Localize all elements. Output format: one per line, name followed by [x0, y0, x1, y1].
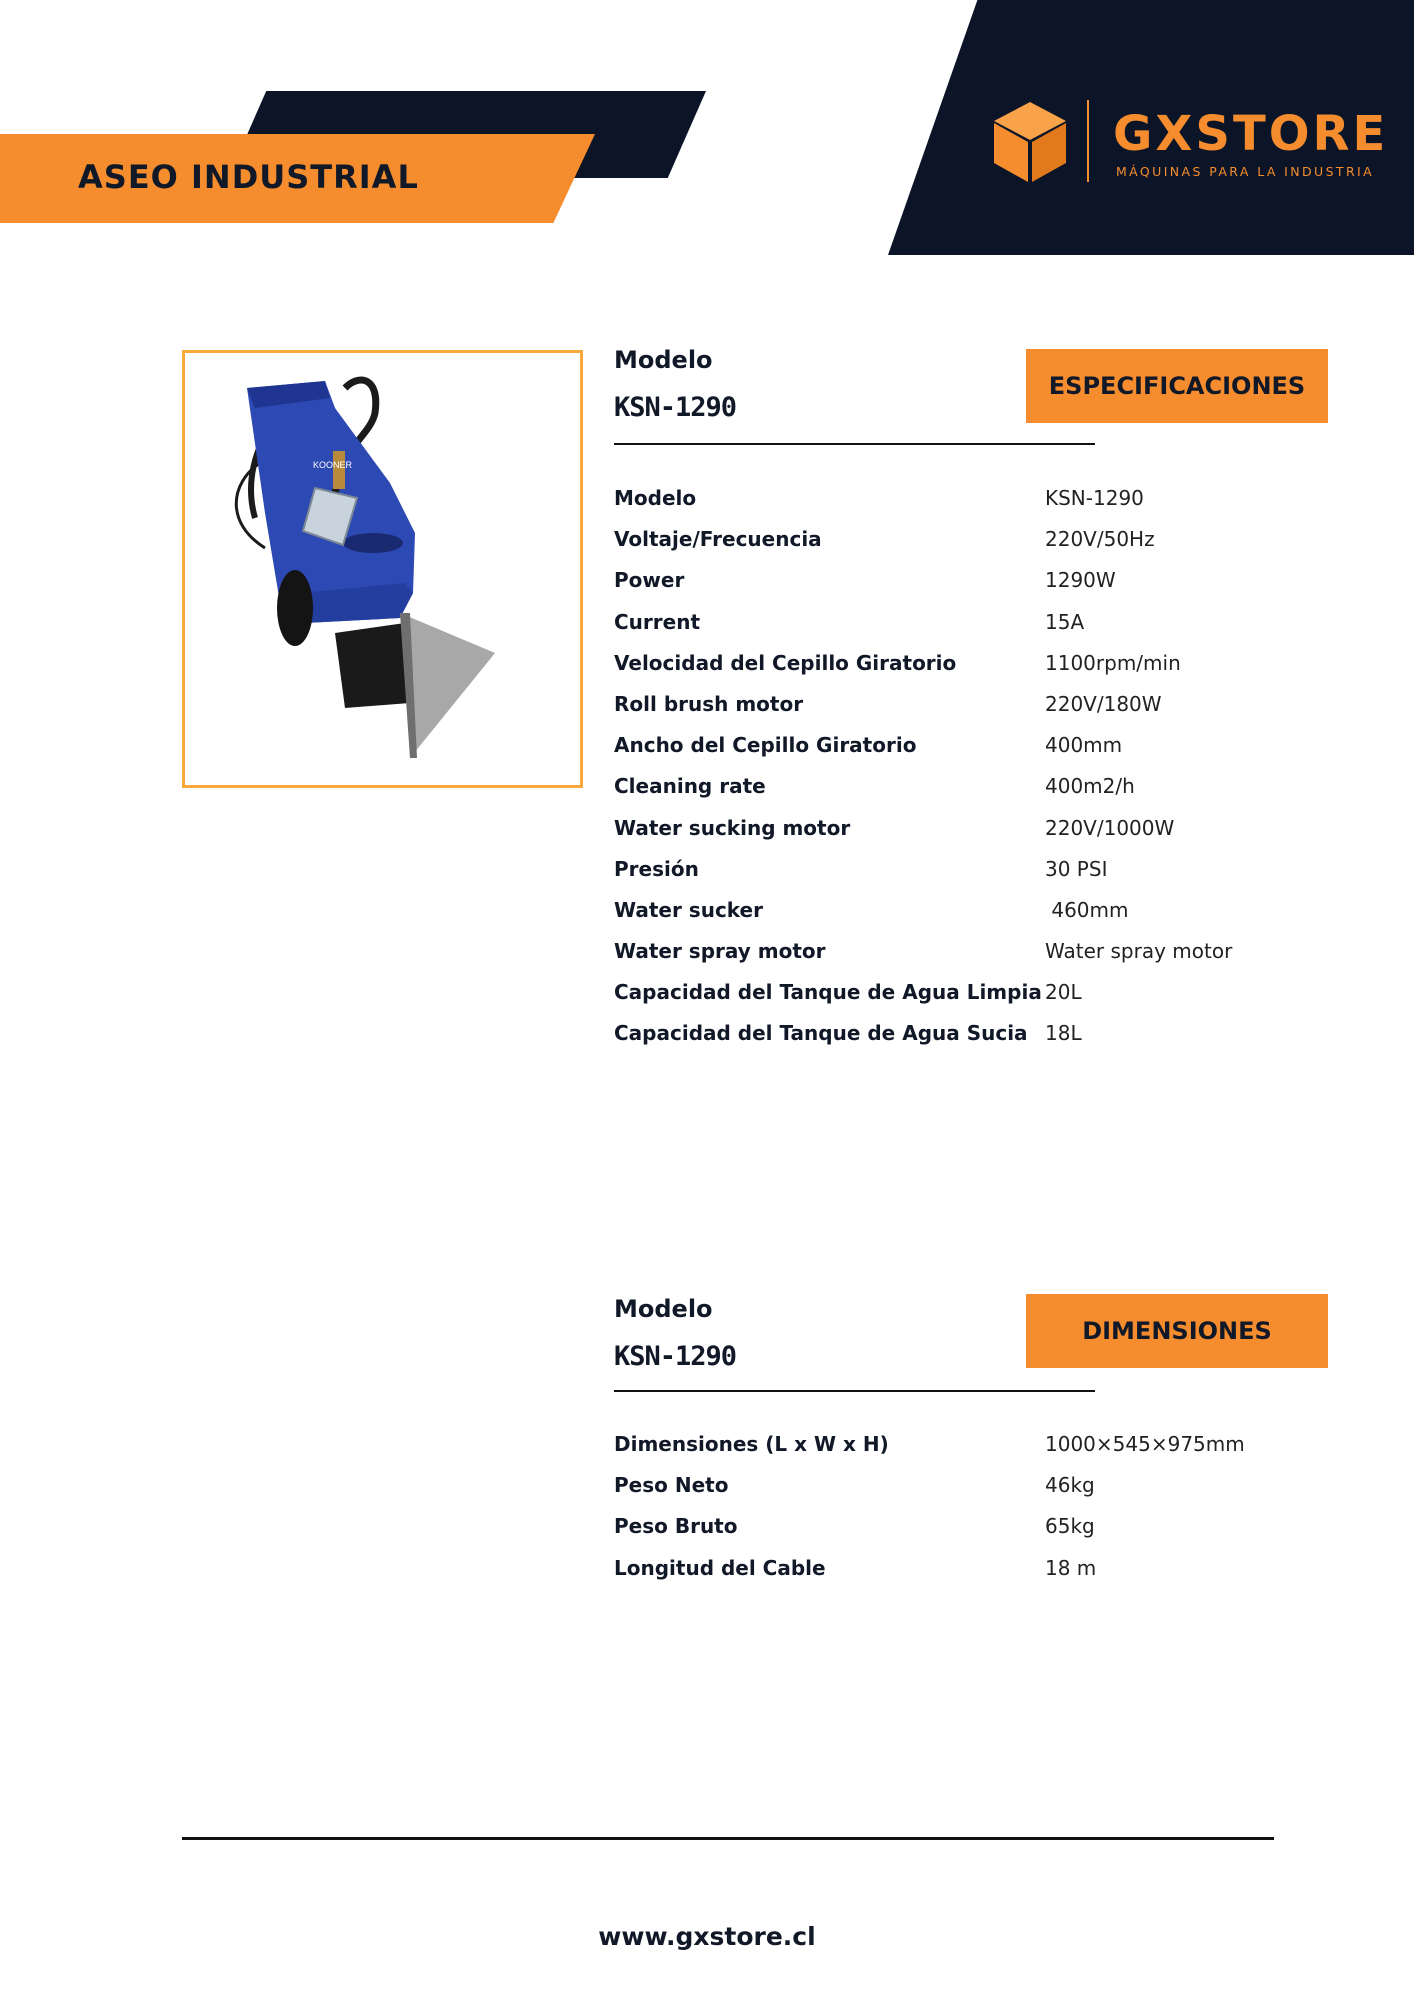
dimension-value: 65kg — [1045, 1514, 1095, 1539]
dims-divider — [614, 1390, 1095, 1392]
spec-value: 15A — [1045, 609, 1085, 634]
spec-value: KSN-1290 — [1045, 486, 1144, 510]
spec-row — [614, 1021, 1394, 1062]
spec-value: 30 PSI — [1045, 856, 1108, 881]
spec-value: 220V/50Hz — [1045, 527, 1155, 552]
specs-list — [614, 486, 1394, 1063]
dimension-label: Longitud del Cable — [614, 1555, 826, 1580]
carpet-extractor-illustration — [185, 353, 580, 785]
spec-row — [614, 651, 1394, 692]
svg-text:KOONER: KOONER — [313, 460, 353, 470]
spec-value: 400mm — [1045, 733, 1123, 758]
spec-value: 460mm — [1045, 897, 1129, 922]
spec-row — [614, 692, 1394, 733]
dimension-row — [614, 1473, 1394, 1514]
spec-label: Power — [614, 568, 685, 593]
spec-row — [614, 980, 1394, 1021]
spec-label: Cleaning rate — [614, 774, 766, 799]
spec-label: Water sucker — [614, 897, 763, 922]
spec-label: Water spray motor — [614, 939, 826, 964]
dimension-value: 18 m — [1045, 1555, 1097, 1580]
spec-row — [614, 568, 1394, 609]
product-image — [182, 350, 583, 788]
logo-divider — [1087, 100, 1089, 182]
spec-value: Water spray motor — [1045, 939, 1233, 964]
category-title: ASEO INDUSTRIAL — [78, 158, 419, 196]
spec-label: Roll brush motor — [614, 691, 804, 716]
specifications-button[interactable]: ESPECIFICACIONES — [1026, 349, 1328, 423]
dimension-value: 46kg — [1045, 1473, 1095, 1498]
dims-model-value: KSN-1290 — [614, 1341, 737, 1372]
footer-divider — [182, 1837, 1274, 1840]
spec-row — [614, 816, 1394, 857]
dimensions-button[interactable]: DIMENSIONES — [1026, 1294, 1328, 1368]
spec-value: 20L — [1045, 980, 1082, 1005]
dims-model-label: Modelo — [614, 1295, 713, 1323]
spec-value: 18L — [1045, 1021, 1082, 1046]
spec-row — [614, 898, 1394, 939]
spec-label: Modelo — [614, 486, 697, 510]
spec-row — [614, 774, 1394, 815]
spec-row — [614, 939, 1394, 980]
spec-label: Presión — [614, 856, 699, 881]
brand-tagline: MÁQUINAS PARA LA INDUSTRIA — [1116, 164, 1375, 179]
spec-label: Water sucking motor — [614, 815, 851, 840]
cube-icon — [992, 100, 1068, 184]
spec-label: Current — [614, 609, 701, 634]
spec-label: Capacidad del Tanque de Agua Sucia — [614, 1021, 1028, 1046]
dimension-row — [614, 1432, 1394, 1473]
dimension-label: Dimensiones (L x W x H) — [614, 1432, 889, 1456]
spec-label: Velocidad del Cepillo Giratorio — [614, 650, 957, 675]
spec-row — [614, 527, 1394, 568]
spec-value: 400m2/h — [1045, 774, 1135, 799]
dimension-label: Peso Neto — [614, 1473, 729, 1498]
spec-label: Capacidad del Tanque de Agua Limpia — [614, 980, 1042, 1005]
spec-label: Ancho del Cepillo Giratorio — [614, 733, 917, 758]
website-link[interactable]: www.gxstore.cl — [598, 1922, 816, 1951]
spec-row — [614, 857, 1394, 898]
dimension-row — [614, 1556, 1394, 1597]
spec-value: 220V/180W — [1045, 691, 1162, 716]
spec-row — [614, 610, 1394, 651]
spec-row — [614, 733, 1394, 774]
spec-row — [614, 486, 1394, 527]
spec-value: 1290W — [1045, 568, 1116, 593]
dimension-value: 1000×545×975mm — [1045, 1432, 1245, 1456]
specs-model-label: Modelo — [614, 346, 713, 374]
spec-value: 1100rpm/min — [1045, 650, 1181, 675]
brand-name: GXSTORE — [1113, 106, 1389, 162]
specs-divider — [614, 443, 1095, 445]
dimension-row — [614, 1514, 1394, 1555]
dimensions-list — [614, 1432, 1394, 1597]
specs-model-value: KSN-1290 — [614, 392, 737, 423]
spec-label: Voltaje/Frecuencia — [614, 527, 822, 552]
spec-value: 220V/1000W — [1045, 815, 1175, 840]
dimension-label: Peso Bruto — [614, 1514, 738, 1539]
